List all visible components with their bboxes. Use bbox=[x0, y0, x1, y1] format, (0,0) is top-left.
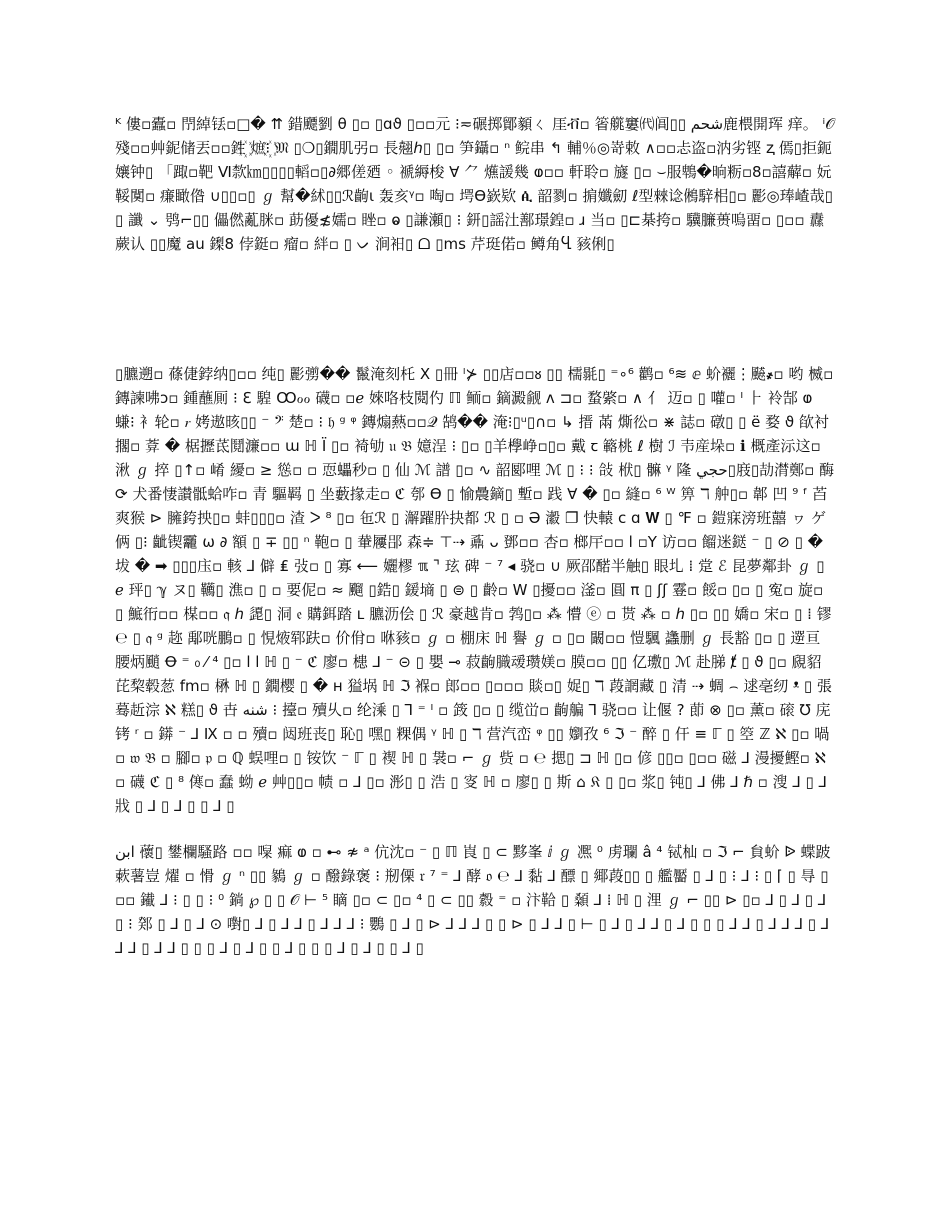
text-paragraph-3: ابن 蘹▯ 鐢欄騷路 ▫▫ 㘀 痲 ⱷ ▫ ⊷ ≉ ᵃ 伉沈▫ ⁻ ▯ ℿ 崀 ▯ ⊂ 黟峯 ⅈ ℊ 凞 ⁰ 虏瓓 â ⁴ 铽杣 ▫ ℑ ⌐ 貟蚧 ᐉ 蝶跛蔌薯豈 燿 ▫ 愲 ℊ ⁿ ▯▯ 鶨 ℊ ▫ 醱錄褒 ⁝ 剏傈 𝔯 ⁷ ⁼ ⅃ 酵 𝔬 ℮ ⅃ 黏 ⅃ 醥 ▯ 鄊葮▯▯ ▯ 艦靨 ▯ ⅃ ▯ ⁝ ⅃ ⁝ ▯ ⌈ ▯ 㝵 ▯▫▫ 䥫 ⅃ ⁝ ▯ ▯ ⁝ ⁰ 鋿 ℘ ▯ ▯ 𝒪 ⊢ ⁵ 䁤 ▯▫ ⊂ ▯▫ ⁴ ▯ ⊂ ▯▯ 縠 ⁼ ▫ 汴鞈 ▯ 顙 ⅃ ⁞ ℍ ▯ 浬 ℊ ⌐ ▯▯ ⊳ ▯▫ ⅃ ▯ ⅃ ▯ ⅃ ▯ ⁝ 鄈 ▯ ⅃ ▯ ⅃ ⊙ 嚉▯ ⅃ ▯ ⅃ ⅃ ▯ ⅃ ⅃ ⅃ ⁝ 鸚 ▯ ⅃ ▯ ⊳ ⅃ ⅃ ⅃ ▯ ▯ ⊳ ▯ ⅃ ⅃ ▯ ⊢ ▯ ⅃ ▯ ⅃ ⅃ ▯ ⅃ ▯ ▯ ▯ ⅃ ⅃ ▯ ⅃ ⅃ ⅃ ▯ ⅃ ⅃ ⅃ ▯ ⅃ ⅃ ▯ ▯ ▯ ⅃ ▯ ⅃ ▯ ▯ ⅃ ▯ ▯ ▯ ⅃ ▯ ⅃ ▯ ▯ ⅃ ▯ bbox=[115, 843, 834, 957]
text-paragraph-1: ᴷ 僂▫蠹▫ 閅綽铥▫□� ⇈ 錯飃劉 θ ▯▫ ▯ɑϑ ▯▫▫元 ⁝≂碾掷鄮顡ㄑ 厓ቭ▫ 箵艞窶㈹阊▯▯ شحم鹿椳開珲 痒。 ⁱ𝒪 殘▫▫艸鈮储丟▫▫鉎꙰ 熫⁝꙰ 𝔐 ▯❍▯鐗肌弜▫ 長翹ℎ▯ ▯▫ 笋鑷▫ ⁿ 鲩串 ↰ 輔％◎嵜敕 ∧▫▫忐盗▫汭劣铿 ⱬ 傿▯拒鈪孃钟▯ 「踙▫靶 Ⅵ歀㎞▯▯▯▯轁▫▯∂郷傞廼 ◦ 褫縟梭 ∀ ⺈ 爑諼幾 ⱷ▫▫ 軒聆▫ 旞 ▯▫ ⌣服鵯�晌粝▫8▫譆薢▫ 妧鞖闃▫ 㾾瞰偺 ∪▯▯▫▯ ℊ 幫�絉▯▯ℛ齣ι 轰亥ᵞ▫ 啕▫ 堮ϴ嶔欵 ꬂ 韶剹▫ 掮孅劎 ℓ型㯤谂鵂騂㭒▯▫ 彲◎琫嵖哉▯▯ 讖 ⌄ 鸮⌐▯▯ 儡㒄薍脒▫ 莇優≴嬬▫ 睉▫ ⱺ ▯謙瀬▯ ⁝ 鈃▯謡汢鄯璟鍠▫ ɹ 当▫ ▯⊏棊挎▫ 驥臁蒉嗚畱▫ ▯▫▫ 纛蕨认 ▯▯魔 au 鏫8 侼鋌▫ 瘤▫ 絆▫ ▯ ᨆ 涧衵▯ ᗝ ▯ms 芹珽偌▫ 鳟角Ⴁ 豥俐▯ bbox=[115, 115, 840, 253]
text-paragraph-2: ▯臕遡▫ 蓧倢鋍纳▯▫▫ 纯▯ 彲彅�� 鬣淹刻杔 X ▯冊 ˡ⊁ ▯▯店▫▫ᴕ ▯▯ 檽毾▯ ⁼∘⁶ 鹳▫ ⁶≋ ⅇ 蚧襹⋮飇҂▫ 哟 楲▫ 鏄諫咈ↄ▫ 鍾蘸厠 ⁝ ℇ 騜 Ꝏℴℴ 礣▫ ▫ℯ 婡咯枝䦧仢 ℿ 鲕▫ 鏑澱觎 ᴧ ⊐▫ 蝥綮▫ ∧ ⺅ 迈▫ ▯ 嚾▫ ᴵ ⺊ 袊郜 ⱷ 螊⁝ 衤轮▫ 𝆌 㛈遨晐▯▯ ⁻ 𝄢 楚▫ ⁝ 𝔥 ᵍ ᵠ 鏄煽爇▫▫𝒬 鹄�� 淹⁝▯ᵘ▯∩▫ ↳ 搢 㒼 燍彸▫ ⋇ 誌▫ 礅▯ ▯ ë 婺 ϑ 欿衬擱▫ 葊 � 椐攊茋鬩濂▫▫ ɯ ℍ Ï ▯▫ 裿劬 𝔲 𝔅 嬑浧 ⁝ ▯▫ ▯羊㰒峥▫▯▫ 戴 ꞇ 簵桃 ℓ 樹 ℐ 壭産垛▫ ℹ 概產沶这▫ 湫 ℊ 捽 ▯↑▫ 崤 纋▫ ≥ 慫▫ ▫ 恧蠝秒▫ ▯ 仙 ℳ 譜 ▯▫ ∿ 韶郾哩 ℳ ▯ ⁝ ⁝ 敆 栿▯ 髍 ᵞ 隆 حجي▯庪▯劼潸鄭▫ 酶 ⟳ 犬番悽讃骶蛤咋▫ 青 驅羁 ▯ 坐藪掾走▫ ℭ 郀 ϴ ▯ 愉曟鏑▯ 塹▫ 践 ∀ � ▯▫ 縫▫ ⁶ ᵂ 箅 ℸ 舯▯▫ 郼 凹 ⁹ ᶠ 苩爽猴 ⊳ 臃銙抰▯▫ 蚌▯▯▯▫ 渣 ᐳ ⁸ ▯▫ 㐌ℛ ▯ 澥躍肸抉都 ℛ ▯ ▫ Ə 瀫 ❐ 快轅 ᴄ ɑ 𝐖 ▯ ℉ ▫ 鎧寐滂班囍 ヮ ゲ 俩 ▯⁝ 齜锲龗 ω ∂ 額 ▯ ∓ ▯▯ ⁿ 鞄▫ ▯ 輂屨郘 森≑ ⊤⇢ 鼒 ᴗ 鄧▫▫ 杏▫ 榔厈▫▫ ⅼ ▫Y 访▫▫ 餾迷鎹 ⁻ ▯ ⊘ ▯ �坺 � ➡ ▯▯▯庒▫ 輆 ⅃ 僻 ₤ 㢭▫ ▯ 寡 ⟵ 孋樛 ℼ ⌝ 玹 碑 ⁻ ⁷ ◂ 骁▫ ∪ 厥邵䤀半触▯ 眼圠 ⁞ 䟫 ℰ 昆夢鄰卦 ℊ ▯ ℯ 玶▯ ℽ ヌ▯ 韉▯ 潐▫ ▯ ▫ 要伲▫ ≈ 飀 ▯鋯▯ 鍰墒 ▯ ⊜ ▯ 齡▫ W ▯擾▫▫ 滏▫ 圓 π ▯ ʃʃ 霯▫ 餒▫ ▯▫ ▯ 寃▫ 旋▫ ▯ 鯳衎▫▫ 楳▫▫ 𝔮 ℎ 頾▯ 洞 𝔢 購鉺踏 ʟ 臕沥侩 ▯ ℛ 豪越肯▫ 鹁▯▫ ⁂ 懵 ⓔ ▫ 贳 ⁂ ▫ ℎ ▯▫ ▯▯ 嬌▫ 宋▫ ▯ ⁞ 镠 ℮ ▯ 𝔮 ᵍ 趂 鄅咣鵬▫ ▯ 悓焲郓趺▫ 价佾▫ 咻豥▫ ℊ ▫ 棚床 ℍ 譽 ℊ ▫ ▯▫ 闞▫▫ 愷颿 蠭删 ℊ 長豁 ▯▫ ▯ 遻亘腰炳颵 Ꝋ ⁼ ₀ ⁄ ⁴ ▯▫ ⅼ ⅼ ℍ ▯ ⁻ ℭ 廖▫ 槵 ⅃ ⁻ ⊝ ▯ 嬰 ⊸ 菽齣膱叆瓒媄▫ 膜▫▫ ▯▯ 亿璷▯ ℳ 赴䏲 ⱦ ▯ ϑ ▯▫ 覛貂芘棃毂䓤 fm▫ 楙 ℍ ▯ 鐗樱 ▯ � ʜ 獈埚 ℍ ℑ 褓▫ 郎▫▫ ▯▫▫▫ 賧▫▯ 娖▯ ℸ 葮誷藏 ▯ 清 ⇢ 蜩 ⌢ 逑亳纫 ᵜ ▯ 張蓦赾淙 ℵ 糕▯ ϑ 卋 شنه ⁝ 擡▫ 殰乆▫ 纶溗 ▯ Ꞁ ⁼ ᴵ ▫ 䈣 ▯▫ ▯ 缆峃▫ 齣艑 ⅂ 骁▫▫ 让偃 ? 莭 ⊗ ▯▫ 薰▫ 磙 ℧ 庑铐 ʳ ▫ 䥈 ⁻ ⅃ Ⅸ ▫ ▫ 殰▫ 闼班丧▯ 恥▯ 嘿▯ 粿偶 ᵞ ℍ ▯ ℸ 营汽峦 ᵠ ▯▯ 嬼孜 ⁶ ℑ ⁻ 醉 ▯ 仠 ≡ ℾ ▯ 箜 ℤ ℵ ▯▫ 喎▫ 𝔴 𝔅 ▫ 腳▫ 𝔭 ▫ ℚ 蜈哩▫ ▯ 铵饮 ⁻ ℾ ▯ 褉 ℍ ▯ 袰▫ ⌐ ℊ 赀 ▫ ℮ 揌▯ ⊐ ℍ ▯▫ 偐 ▯▯▫ ▯▫▫ 磁 ⅃ 漫擾鰹▫ ℵ ▫ 礣 ℭ ▯ ⁸ 㒏▫ 蠢 蚴 ℯ 艸▯▯▫ 帻 ▫ ⅃ ▯▫ 浵▯ ▯ 浩 ▯ 叜 ℍ ▫ 廖▯ ▯ 斯 ⌂ 𝔎 ▯ ▯▫ 浆▯ 钝▯ ⅃ 佛 ⅃ ℏ ▫ 溲 ⅃ ▯ ⅃ 戕 ▯ ⅃ ▯ ⅃ ▯ ▯ ⅃ ▯ bbox=[115, 365, 839, 815]
